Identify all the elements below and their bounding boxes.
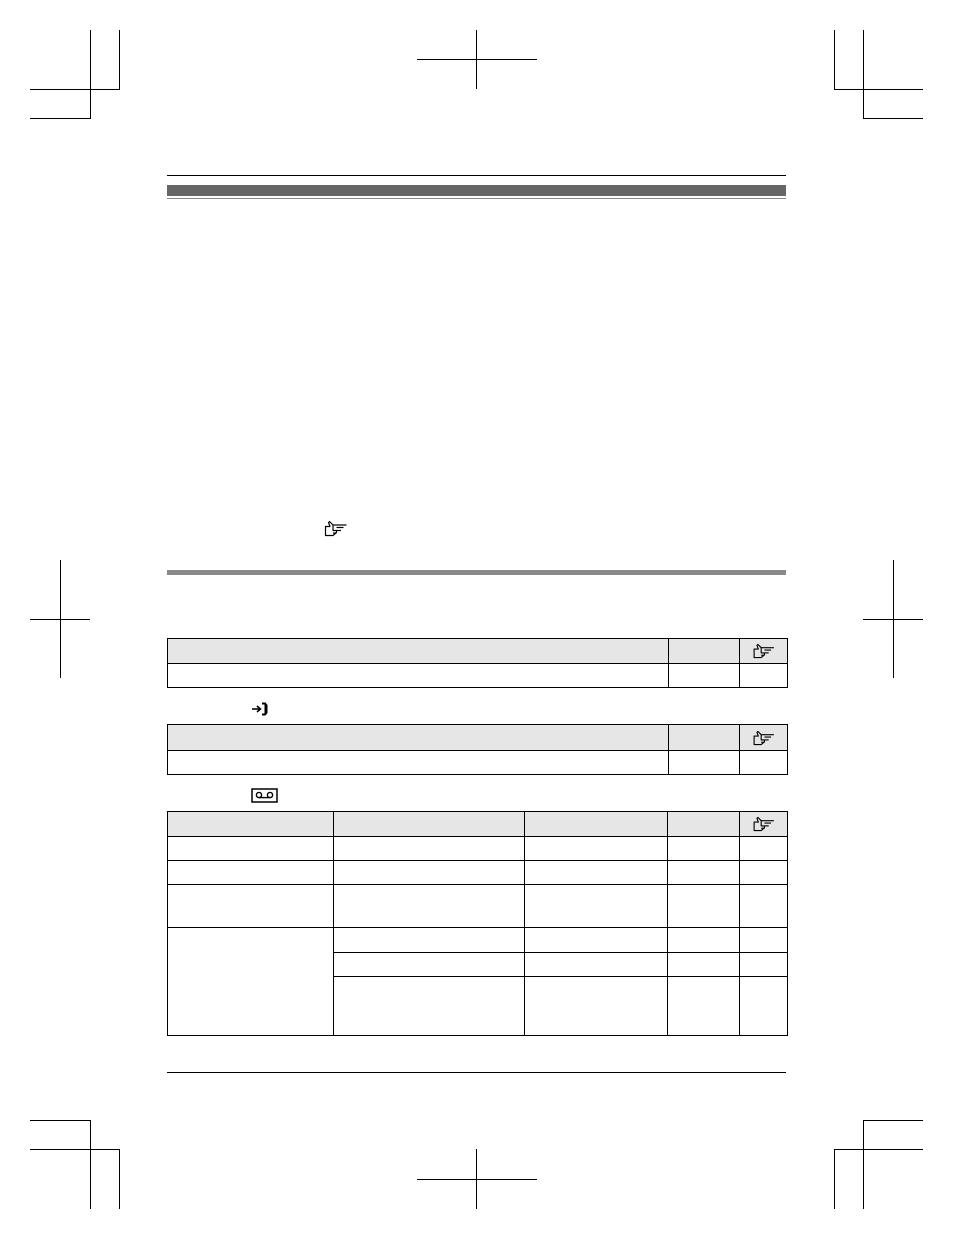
table-cell (525, 953, 668, 977)
settings-table-2 (167, 724, 788, 775)
crop-mark (863, 1120, 864, 1209)
pointing-hand-icon (324, 520, 348, 537)
table-cell (525, 837, 668, 861)
table-cell (525, 885, 668, 928)
section-rule (167, 570, 786, 575)
answering-machine-icon (251, 788, 278, 803)
table-cell (668, 861, 740, 885)
pointing-hand-icon (752, 643, 776, 659)
table-cell (740, 837, 788, 861)
settings-table-3 (167, 811, 788, 1036)
table-cell (740, 664, 788, 688)
crop-mark (30, 1120, 91, 1121)
table-cell (168, 664, 669, 688)
registration-mark (863, 619, 923, 620)
table-cell (334, 885, 525, 928)
table-cell (168, 751, 669, 775)
table-cell (525, 861, 668, 885)
header-cell (668, 812, 740, 837)
table-cell (168, 837, 334, 861)
header-title-bar (167, 185, 786, 196)
crop-mark (834, 89, 923, 90)
crop-mark (119, 30, 120, 89)
header-cell (168, 725, 669, 751)
header-cell (669, 639, 740, 664)
footer-rule (167, 1072, 786, 1073)
table-cell (525, 928, 668, 953)
crop-mark (863, 30, 864, 119)
table-cell (740, 928, 788, 953)
table-cell (668, 953, 740, 977)
crop-mark (119, 1149, 120, 1209)
table-cell (525, 977, 668, 1036)
table-cell (740, 885, 788, 928)
registration-mark (30, 619, 90, 620)
crop-mark (863, 118, 923, 119)
table-cell (334, 953, 525, 977)
table-cell (668, 837, 740, 861)
header-cell (669, 725, 740, 751)
crop-mark (30, 89, 120, 90)
table-cell (168, 928, 334, 1036)
crop-mark (834, 1149, 835, 1209)
crop-mark (834, 30, 835, 89)
table-cell (168, 885, 334, 928)
table-cell (334, 837, 525, 861)
table-cell (740, 977, 788, 1036)
crop-mark (30, 1149, 120, 1150)
settings-table-1 (167, 638, 788, 688)
incoming-call-icon (251, 701, 269, 717)
header-cell (168, 812, 334, 837)
table-cell (668, 977, 740, 1036)
crop-mark (834, 1149, 923, 1150)
table-cell (740, 953, 788, 977)
header-cell (334, 812, 525, 837)
table-cell (669, 664, 740, 688)
table-cell (740, 751, 788, 775)
crop-mark (90, 1120, 91, 1209)
header-cell (740, 812, 788, 837)
pointing-hand-icon (752, 816, 776, 832)
table-cell (740, 861, 788, 885)
registration-mark (417, 1179, 537, 1180)
registration-mark (417, 59, 537, 60)
table-cell (168, 861, 334, 885)
crop-mark (863, 1120, 923, 1121)
header-cell (168, 639, 669, 664)
crop-mark (90, 30, 91, 119)
header-rule (167, 175, 786, 176)
table-cell (334, 861, 525, 885)
header-cell (525, 812, 668, 837)
table-cell (668, 928, 740, 953)
header-cell (740, 725, 788, 751)
table-cell (669, 751, 740, 775)
table-cell (334, 928, 525, 953)
table-cell (668, 885, 740, 928)
header-cell (740, 639, 788, 664)
pointing-hand-icon (752, 730, 776, 746)
table-cell (334, 977, 525, 1036)
header-underline (167, 198, 786, 199)
crop-mark (30, 118, 91, 119)
